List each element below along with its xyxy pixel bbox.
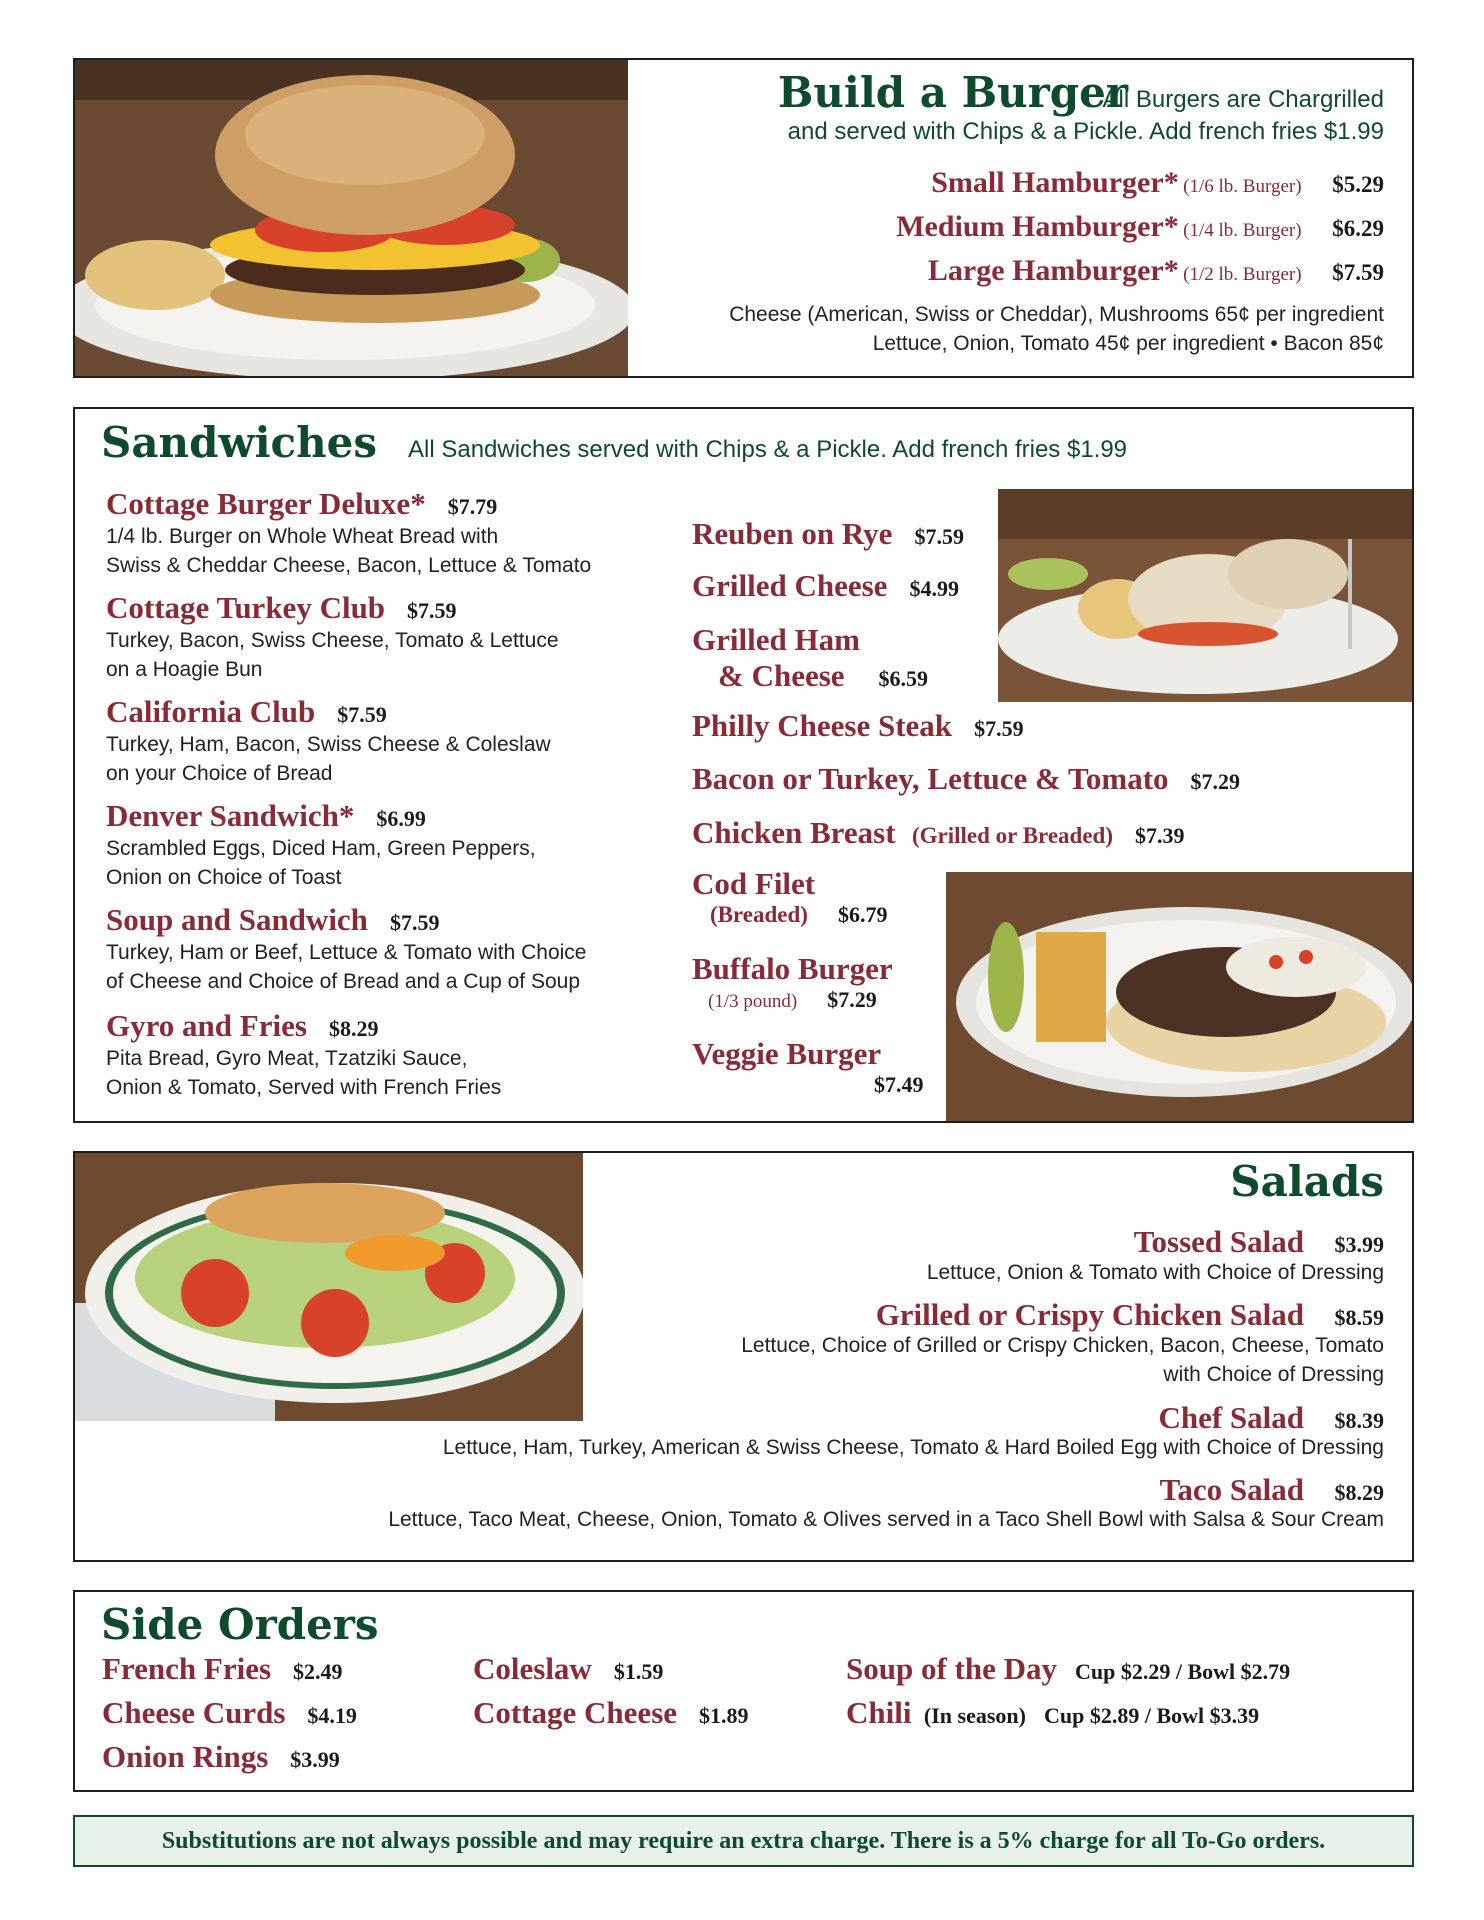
menu-item [1160,1472,1384,1508]
item-name: Cottage Cheese [473,1695,678,1730]
side-orders-title: Side Orders [101,1600,379,1649]
menu-item [896,210,1384,244]
salad-photo [75,1153,583,1421]
item-price: $7.59 [1332,260,1384,285]
item-description: Lettuce, Choice of Grilled or Crispy Chicken, Bacon, Cheese, Tomato [741,1334,1384,1357]
item-name: French Fries [102,1651,272,1686]
item-name: Grilled Cheese [692,568,888,603]
menu-item [106,694,666,788]
menu-item [692,708,1024,744]
menu-item [692,815,1184,851]
item-price: $5.29 [1332,172,1384,197]
menu-item [102,1695,357,1731]
menu-item [473,1695,749,1731]
item-name: Taco Salad [1159,1472,1304,1507]
sandwiches-subtitle: All Sandwiches served with Chips & a Pickle. Add french fries $1.99 [408,436,1128,463]
item-name: Chili [846,1695,912,1730]
item-description: on your Choice of Bread [106,762,333,785]
item-price: $7.59 [974,716,1024,741]
item-name-2: & Cheese [718,658,845,693]
menu-item [846,1695,1259,1731]
item-price: $7.59 [389,910,440,935]
item-name: Grilled Ham [692,622,860,657]
menu-item [106,902,666,996]
item-price: $6.29 [1332,216,1384,241]
item-name: Cottage Turkey Club [106,590,386,625]
item-description: Scrambled Eggs, Diced Ham, Green Peppers, [106,837,536,860]
item-name: Grilled or Crispy Chicken Salad [875,1297,1304,1332]
item-name: Tossed Salad [1133,1224,1304,1259]
menu-item [876,1297,1384,1333]
item-name: California Club [106,694,316,729]
item-price: $3.99 [1334,1232,1384,1257]
item-description: Swiss & Cheddar Cheese, Bacon, Lettuce & Tomato [106,554,592,577]
burger-title: Build a Burger [777,68,1128,117]
item-price: $4.99 [909,576,959,601]
menu-item [692,622,928,694]
burger-subtitle-2: and served with Chips & a Pickle. Add french fries $1.99 [787,118,1384,145]
menu-item [102,1739,340,1775]
item-price: Cup $2.89 / Bowl $3.39 [1044,1703,1260,1728]
item-description: Lettuce, Ham, Turkey, American & Swiss Cheese, Tomato & Hard Boiled Egg with Choice of Dressing [442,1436,1384,1459]
item-name: Denver Sandwich* [106,798,355,833]
item-note: (Grilled or Breaded) [911,823,1113,848]
item-description: Onion on Choice of Toast [106,866,342,889]
item-price: $6.99 [376,806,426,831]
item-price: $7.59 [407,598,457,623]
addon-line: Lettuce, Onion, Tomato 45¢ per ingredient • Bacon 85¢ [872,332,1384,355]
menu-item [106,798,666,892]
burger-photo [75,60,628,376]
item-name: Bacon or Turkey, Lettuce & Tomato [692,761,1169,796]
item-name: Gyro and Fries [106,1008,307,1043]
item-description: Turkey, Ham, Bacon, Swiss Cheese & Coleslaw [106,733,551,756]
footer-notice [73,1815,1414,1867]
menu-item [106,590,666,684]
item-note: (1/2 lb. Burger) [1183,264,1302,285]
addon-line: Cheese (American, Swiss or Cheddar), Mushrooms 65¢ per ingredient [729,303,1384,326]
sandwiches-title: Sandwiches [101,418,378,467]
item-name: Chef Salad [1158,1400,1304,1435]
item-description: with Choice of Dressing [1163,1363,1384,1386]
item-description: Pita Bread, Gyro Meat, Tzatziki Sauce, [106,1047,468,1070]
menu-item [106,486,666,580]
item-price: $7.59 [914,524,964,549]
item-note: (1/6 lb. Burger) [1183,176,1302,197]
item-description: Lettuce, Onion & Tomato with Choice of Dressing [926,1261,1384,1284]
menu-item [1158,1400,1384,1436]
item-name: Medium Hamburger* [896,210,1179,243]
item-description: Turkey, Ham or Beef, Lettuce & Tomato with Choice [106,941,587,964]
item-name: Veggie Burger [692,1036,882,1071]
item-name: Cheese Curds [102,1695,286,1730]
item-name: Soup and Sandwich [106,902,368,937]
item-description: Turkey, Bacon, Swiss Cheese, Tomato & Lettuce [106,629,559,652]
menu-item [692,568,959,604]
item-price: $8.59 [1334,1305,1384,1330]
item-price: $3.99 [290,1747,340,1772]
item-name: Chicken Breast [692,815,896,850]
item-price: $7.49 [874,1072,924,1097]
item-price: $7.59 [337,702,387,727]
item-name: Philly Cheese Steak [692,708,953,743]
item-name: Large Hamburger* [927,254,1179,287]
footer-text: Substitutions are not always possible and may require an extra charge. There is a 5% charge for all To-Go orders. [161,1828,1326,1854]
item-price: $7.29 [1190,769,1241,794]
menu-item [692,516,964,552]
item-price: $2.49 [293,1659,343,1684]
item-price: $8.39 [1334,1408,1384,1433]
menu-item [928,254,1384,288]
item-note: (1/4 lb. Burger) [1183,220,1302,241]
item-name: Soup of the Day [846,1651,1058,1686]
item-description: on a Hoagie Bun [106,658,263,681]
salads-title: Salads [1230,1157,1384,1206]
menu-item [846,1651,1290,1687]
item-note: (In season) [923,1703,1026,1728]
item-price: $1.59 [613,1659,664,1684]
item-name: Reuben on Rye [692,516,893,551]
item-name: Onion Rings [102,1739,269,1774]
item-description: 1/4 lb. Burger on Whole Wheat Bread with [106,525,499,548]
item-description: Lettuce, Taco Meat, Cheese, Onion, Tomato & Olives served in a Taco Shell Bowl with Salsa & Sour Cream [388,1508,1384,1531]
menu-item [692,951,893,1013]
item-name: Cod Filet [692,866,816,901]
item-price: $8.29 [1334,1480,1384,1505]
menu-item [106,1008,666,1102]
item-name: Small Hamburger* [931,166,1179,199]
item-name: Buffalo Burger [692,951,893,986]
menu-item [473,1651,663,1687]
item-price: $7.39 [1134,823,1185,848]
gyro-photo [946,872,1412,1121]
burger-subtitle: All Burgers are Chargrilled [1102,86,1384,113]
item-description: of Cheese and Choice of Bread and a Cup of Soup [106,970,580,993]
item-name: Cottage Burger Deluxe* [106,486,426,521]
item-name: Coleslaw [473,1651,592,1686]
item-description: Onion & Tomato, Served with French Fries [106,1076,502,1099]
item-price: $7.29 [827,987,877,1012]
menu-item [931,166,1384,200]
item-price: $6.79 [837,902,888,927]
sandwich-photo [998,489,1412,702]
item-price: $1.89 [699,1703,749,1728]
menu-item [102,1651,343,1687]
menu-item [1134,1224,1384,1260]
item-price: $8.29 [328,1016,379,1041]
menu-item [692,1036,924,1098]
item-price: Cup $2.29 / Bowl $2.79 [1075,1659,1291,1684]
item-price: $6.59 [878,666,929,691]
item-note: (1/3 pound) [708,991,798,1012]
item-price: $7.79 [447,494,498,519]
menu-item [692,866,887,928]
menu-item [692,761,1240,797]
item-note: (Breaded) [710,902,808,927]
item-price: $4.19 [307,1703,357,1728]
